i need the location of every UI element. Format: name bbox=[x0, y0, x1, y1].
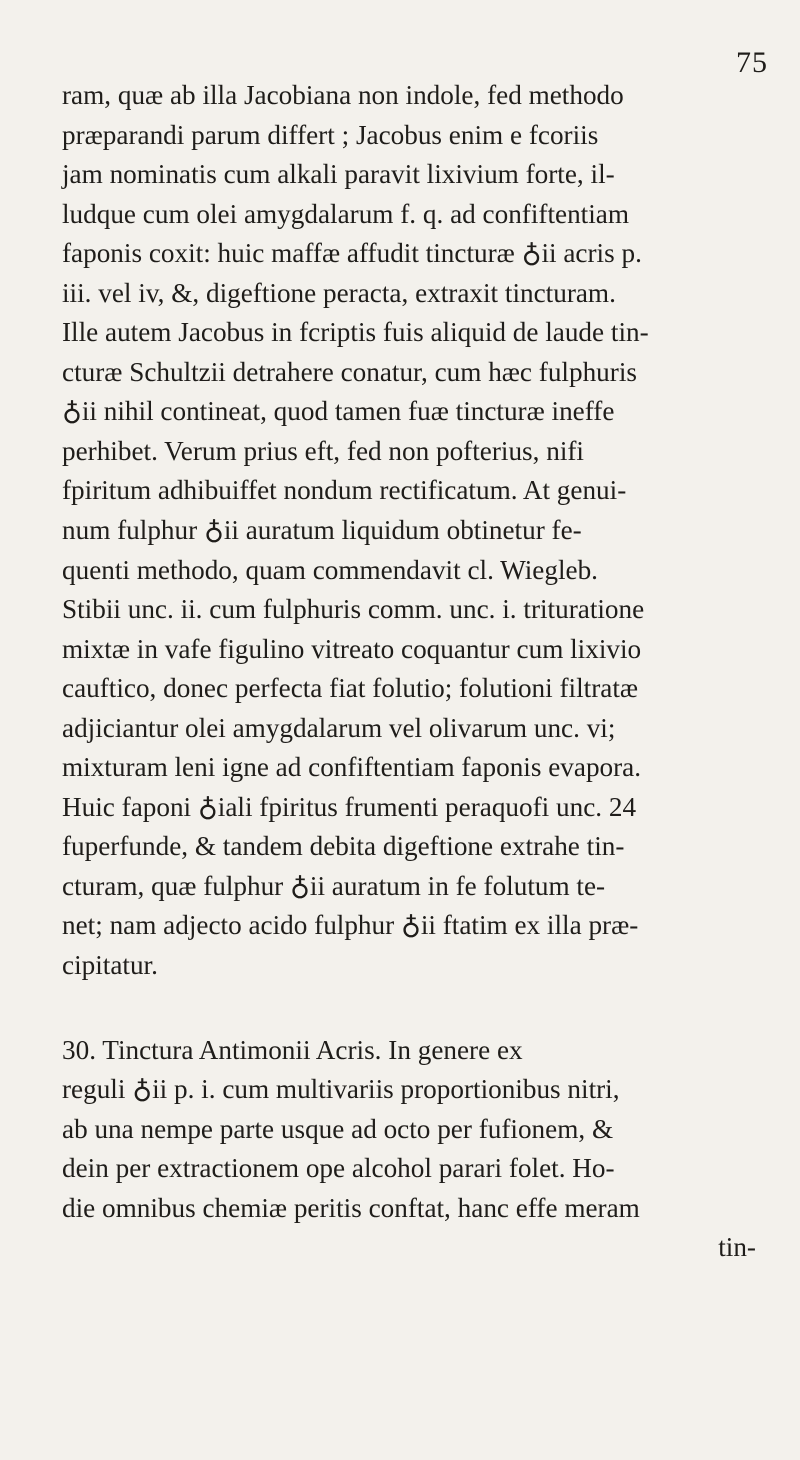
text-line: reguli ♁ii p. i. cum multivariis proportionibus nitri, bbox=[62, 1074, 620, 1105]
text-line: faponis coxit: huic maffæ affudit tincturæ ♁ii acris p. bbox=[62, 238, 642, 269]
text-line: ludque cum olei amygdalarum f. q. ad confiftentiam bbox=[62, 198, 629, 229]
text-line: dein per extractionem ope alcohol parari folet. Ho- bbox=[62, 1153, 615, 1184]
text-line: net; nam adjecto acido fulphur ♁ii ftatim ex illa præ- bbox=[62, 910, 639, 941]
text-line: ram, quæ ab illa Jacobiana non indole, fed methodo bbox=[62, 80, 624, 110]
text-line: perhibet. Verum prius eft, fed non pofterius, nifi bbox=[62, 435, 584, 466]
text-line: mixturam leni igne ad confiftentiam faponis evapora. bbox=[62, 752, 642, 783]
text-line: cturæ Schultzii detrahere conatur, cum hæc fulphuris bbox=[62, 356, 637, 387]
text-line: num fulphur ♁ii auratum liquidum obtinetur fe- bbox=[62, 515, 582, 546]
text-line: die omnibus chemiæ peritis conftat, hanc effe meram bbox=[62, 1192, 640, 1223]
paragraph-gap bbox=[62, 986, 774, 1031]
text-line: cturam, quæ fulphur ♁ii auratum in fe folutum te- bbox=[62, 870, 606, 901]
text-line: 30. Tinctura Antimonii Acris. In genere ex bbox=[62, 1034, 523, 1065]
paragraph-2 bbox=[62, 1031, 774, 1229]
text-line: fpiritum adhibuiffet nondum rectificatum. At genui- bbox=[62, 475, 627, 506]
text-line: præparandi parum differt ; Jacobus enim e fcoriis bbox=[62, 119, 599, 150]
text-line: quenti methodo, quam commendavit cl. Wiegleb. bbox=[62, 554, 598, 585]
text-line: cauftico, donec perfecta fiat folutio; folutioni filtratæ bbox=[62, 673, 639, 704]
text-block bbox=[62, 76, 774, 1268]
text-line: Stibii unc. ii. cum fulphuris comm. unc. i. trituratione bbox=[62, 594, 645, 625]
catchword: tin- bbox=[718, 1232, 756, 1263]
text-line: iii. vel iv, &, digeftione peracta, extraxit tincturam. bbox=[62, 277, 616, 308]
text-line: Ille autem Jacobus in fcriptis fuis aliquid de laude tin- bbox=[62, 317, 649, 348]
text-line: jam nominatis cum alkali paravit lixivium forte, il- bbox=[62, 159, 615, 190]
text-line: ♁ii nihil contineat, quod tamen fuæ tincturæ ineffe bbox=[62, 396, 615, 427]
page-number: 75 bbox=[736, 46, 768, 79]
text-line: mixtæ in vafe figulino vitreato coquantur cum lixivio bbox=[62, 633, 642, 664]
text-line: Huic faponi ♁iali fpiritus frumenti peraquofi unc. 24 bbox=[62, 791, 637, 822]
text-line: cipitatur. bbox=[62, 950, 158, 981]
text-line: fuperfunde, & tandem debita digeftione extrahe tin- bbox=[62, 831, 625, 862]
text-line: adjiciantur olei amygdalarum vel olivarum unc. vi; bbox=[62, 712, 616, 743]
paragraph-1 bbox=[62, 76, 774, 986]
text-line: ab una nempe parte usque ad octo per fufionem, & bbox=[62, 1113, 614, 1144]
